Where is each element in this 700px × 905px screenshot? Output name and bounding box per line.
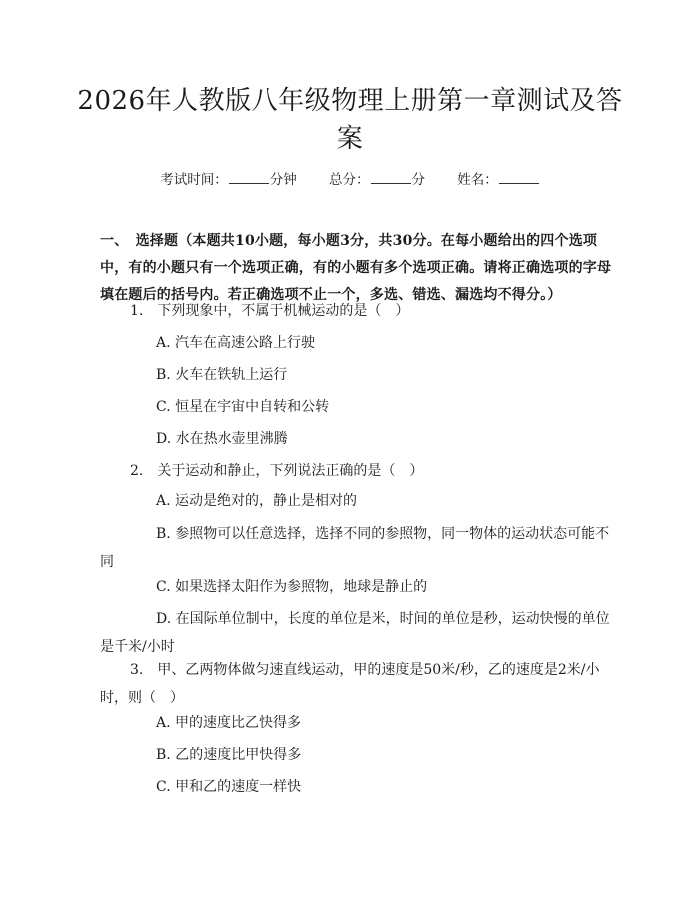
document-title: 2026年人教版八年级物理上册第一章测试及答案 <box>77 86 623 154</box>
exam-time-blank <box>229 171 269 184</box>
question-1-option-c: C. 恒星在宇宙中自转和公转 <box>156 399 330 415</box>
section-heading: 一、 选择题（本题共10小题，每小题3分，共30分。在每小题给出的四个选项中，有的小题只有一个选项正确，有的小题有多个选项正确。请将正确选项的字母填在题后的括号内。若正确选项不止一个，多选、错选、漏选均不得分。） <box>100 233 612 303</box>
question-3-option-c: C. 甲和乙的速度一样快 <box>156 779 302 795</box>
question-3-stem: 3. 甲、乙两物体做匀速直线运动，甲的速度是50米/秒，乙的速度是2米/小时，则（ ） <box>100 662 600 706</box>
question-3-option-b: B. 乙的速度比甲快得多 <box>156 747 302 763</box>
question-3-option-a: A. 甲的速度比乙快得多 <box>156 715 302 731</box>
question-2-option-b: B. 参照物可以任意选择，选择不同的参照物，同一物体的运动状态可能不同 <box>100 526 610 570</box>
question-2-option-c: C. 如果选择太阳作为参照物，地球是静止的 <box>156 579 428 595</box>
question-2-stem: 2. 关于运动和静止，下列说法正确的是（ ） <box>130 463 424 479</box>
student-name-blank <box>499 171 539 184</box>
exam-info-line <box>0 170 700 190</box>
question-2-option-a: A. 运动是绝对的，静止是相对的 <box>156 493 358 509</box>
question-1-option-d: D. 水在热水壶里沸腾 <box>156 431 288 447</box>
exam-time-unit: 分钟 <box>269 172 297 188</box>
total-score-blank <box>371 171 411 184</box>
student-name-field <box>457 172 540 188</box>
exam-time-field <box>160 172 297 188</box>
total-score-unit: 分 <box>411 172 425 188</box>
question-1-option-a: A. 汽车在高速公路上行驶 <box>156 335 316 351</box>
question-2-option-d: D. 在国际单位制中，长度的单位是米，时间的单位是秒，运动快慢的单位是千米/小时 <box>100 611 610 655</box>
total-score-label: 总分： <box>329 172 370 188</box>
total-score-field <box>329 172 425 188</box>
exam-time-label: 考试时间： <box>160 172 228 188</box>
question-1-option-b: B. 火车在铁轨上运行 <box>156 367 288 383</box>
student-name-label: 姓名： <box>457 172 498 188</box>
question-1-stem: 1. 下列现象中，不属于机械运动的是（ ） <box>130 303 410 319</box>
